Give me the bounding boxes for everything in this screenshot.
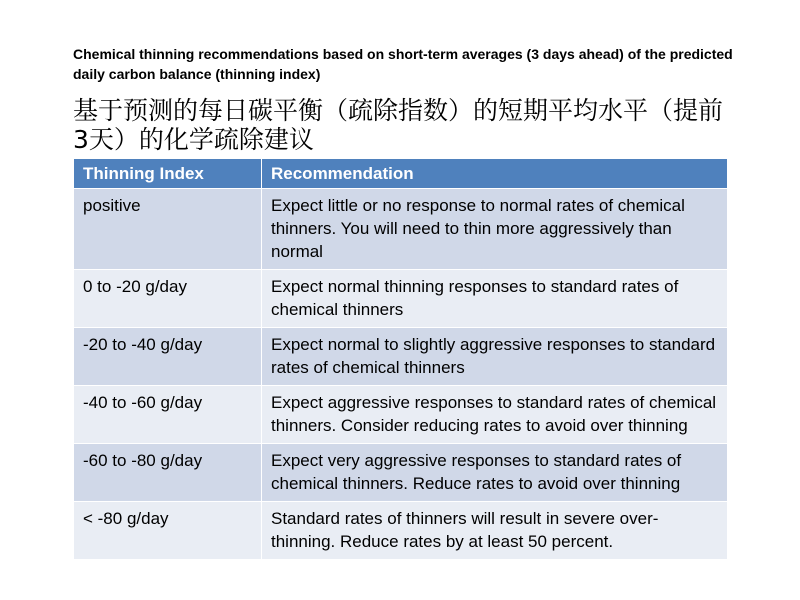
- header-recommendation: Recommendation: [262, 159, 728, 189]
- recommendation-cell: Expect little or no response to normal rates of chemical thinners. You will need to thin more aggressively than normal: [262, 189, 728, 270]
- table-row: [74, 502, 728, 560]
- english-title: Chemical thinning recommendations based on short-term averages (3 days ahead) of the predicted daily carbon balance (thinning index): [73, 46, 733, 82]
- table-row: [74, 386, 728, 444]
- recommendation-cell: Standard rates of thinners will result in severe over-thinning. Reduce rates by at least 50 percent.: [262, 502, 728, 560]
- table-row: [74, 444, 728, 502]
- table-row: [74, 270, 728, 328]
- thinning-index-cell: positive: [74, 189, 262, 270]
- table-row: [74, 328, 728, 386]
- table-header-row: [74, 159, 728, 189]
- thinning-index-cell: -60 to -80 g/day: [74, 444, 262, 502]
- table-row: [74, 189, 728, 270]
- thinning-index-cell: < -80 g/day: [74, 502, 262, 560]
- header-thinning-index: Thinning Index: [74, 159, 262, 189]
- thinning-index-cell: -20 to -40 g/day: [74, 328, 262, 386]
- chinese-title: 基于预测的每日碳平衡（疏除指数）的短期平均水平（提前3天）的化学疏除建议: [73, 96, 724, 154]
- recommendation-cell: Expect normal to slightly aggressive responses to standard rates of chemical thinners: [262, 328, 728, 386]
- thinning-index-cell: -40 to -60 g/day: [74, 386, 262, 444]
- recommendation-cell: Expect normal thinning responses to standard rates of chemical thinners: [262, 270, 728, 328]
- recommendation-cell: Expect aggressive responses to standard rates of chemical thinners. Consider reducing rates to avoid over thinning: [262, 386, 728, 444]
- recommendation-cell: Expect very aggressive responses to standard rates of chemical thinners. Reduce rates to avoid over thinning: [262, 444, 728, 502]
- thinning-recommendation-table: [73, 158, 728, 560]
- thinning-index-cell: 0 to -20 g/day: [74, 270, 262, 328]
